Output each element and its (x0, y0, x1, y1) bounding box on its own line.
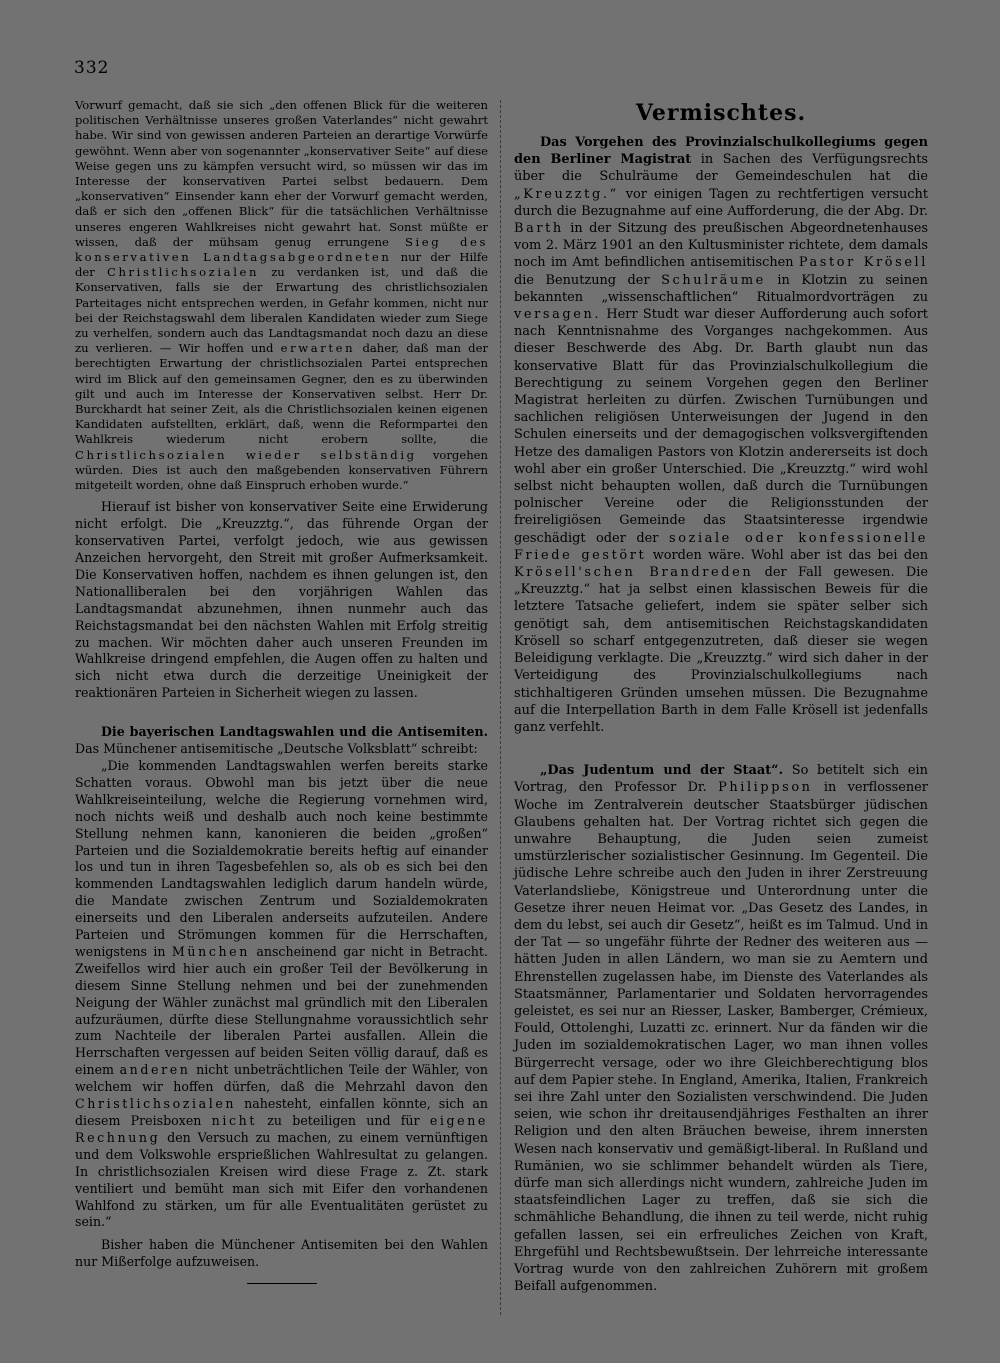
left-column (75, 98, 488, 1284)
end-rule (247, 1283, 317, 1284)
paragraph: Bisher haben die Münchener Antisemiten bei den Wahlen nur Mißerfolge aufzuweisen. (75, 1237, 488, 1270)
article-provinzialschulkollegium: Das Vorgehen des Provinzialschulkollegiums gegen den Berliner Magistrat in Sachen des Verfügungsrechts über die Schulräume der Gemeindeschulen hat die „Kreuzztg.“ vor einigen Tagen zu rechtfertigen versucht durch die Bezugnahme auf eine Aufforderung, die der Abg. Dr. Barth in der Sitzung des preußischen Abgeordnetenhauses vom 2. März 1901 an den Kultusminister richtete, dem damals noch im Amt befindlichen antisemitischen Pastor Krösell die Benutzung der Schulräume in Klotzin zu seinen bekannten „wissenschaftlichen“ Ritualmordvorträgen zu versagen. Herr Studt war dieser Aufforderung auch sofort nach Kenntnisnahme des Vorganges nachgekommen. Aus dieser Beschwerde des Abg. Dr. Barth glaubt nun das konservative Blatt für das Provinzialschulkollegium die Berechtigung zu seinem Vorgehen gegen den Berliner Magistrat herleiten zu dürfen. Zwischen Turnübungen und sachlichen religiösen Unterweisungen der Jugend in den Schulen einerseits und der demagogischen volksvergiftenden Hetze des damaligen Pastors von Klotzin andererseits ist doch wohl aber ein großer Unterschied. Die „Kreuzztg.“ wird wohl selbst nicht behaupten wollen, daß durch die Turnübungen polnischer Vereine oder die Religionsstunden der freireligiösen Gemeinde das Staatsinteresse irgendwie geschädigt oder der soziale oder konfessionelle Friede gestört worden wäre. Wohl aber ist das bei den Krösell'schen Brandreden der Fall gewesen. Die „Kreuzztg.“ hat ja selbst einen klassischen Beweis für die letztere Tatsache geliefert, indem sie später selber sich genötigt sah, dem antisemitischen Reichstagskandidaten Krösell so scharf entgegenzutreten, daß dieser sie wegen Beleidigung verklagte. Die „Kreuzztg.“ wird sich daher in der Verteidigung des Provinzialschulkollegiums nach stichhaltigeren Gründen umsehen müssen. Die Bezugnahme auf die Interpellation Barth in dem Falle Krösell ist jedenfalls ganz verfehlt. (514, 135, 929, 735)
section-title: Vermischtes. (635, 100, 807, 126)
article-headline: „Das Judentum und der Staat“. (540, 763, 784, 779)
page-number: 332 (74, 58, 110, 78)
article-headline: Das Vorgehen des Provinzialschulkollegiums gegen den Berliner Magistrat (514, 135, 928, 168)
article-continuation: Vorwurf gemacht, daß sie sich „den offenen Blick für die weiteren politischen Verhältnisse unseres großen Vaterlandes“ nicht gewahrt habe. Wir sind von gewissen anderen Parteien an derartige Vorwürfe gewöhnt. Wenn aber von sogenannter „konservativer Seite“ auf diese Weise gegen uns zu kämpfen versucht wird, so müssen wir das im Interesse der konservativen Partei selbst bedauern. Dem „konservativen“ Einsender kann eher der Vorwurf gemacht werden, daß er sich den „offenen Blick“ für die tatsächlichen Verhältnisse unseres engeren Wahlkreises nicht gewahrt hat. Sonst müßte er wissen, daß der mühsam genug errungene Sieg des konservativen Landtagsabgeordneten nur der Hilfe der Christlichsozialen zu verdanken ist, und daß die Konservativen, falls sie der Erwartung des christlichsozialen Parteitages nicht entsprechen werden, in Gefahr kommen, nicht nur bei der Reichstagswahl dem liberalen Kandidaten wieder zum Siege zu verhelfen, sondern auch das Landtagsmandat noch dazu an diese zu verlieren. — Wir hoffen und erwarten daher, daß man der berechtigten Erwartung der christlichsozialen Partei entsprechen wird im Blick auf den gemeinsamen Gegner, den es zu überwinden gilt und auch im Interesse der Konservativen selbst. Herr Dr. Burckhardt hat seiner Zeit, als die Christlichsozialen keinen eigenen Kandidaten aufstellten, erklärt, daß, wenn die Reformpartei den Wahlkreis wiederum nicht erobern sollte, die Christlichsozialen wieder selbständig vorgehen würden. Dies ist auch den maßgebenden konservativen Führern mitgeteilt worden, ohne daß Einspruch erhoben wurde.“ (75, 98, 489, 493)
right-column (514, 100, 928, 1295)
quotation: „Die kommenden Landtagswahlen werfen bereits starke Schatten voraus. Obwohl man bis jetzt über die neue Wahlkreiseinteilung, welche die Regierung vornehmen wird, noch nichts weiß und deshalb auch noch keine bestimmte Stellung nehmen kann, kanonieren die beiden „großen“ Parteien und die Sozialdemokratie bereits heftig auf einander los und tun in ihren Tagesbefehlen so, als ob es sich bei den kommenden Landtagswahlen lediglich darum handeln würde, die Mandate zwischen Zentrum und Sozialdemokraten einerseits und den Liberalen anderseits aufzuteilen. Andere Parteien und Strömungen kommen für die Herrschaften, wenigstens in München anscheinend gar nicht in Betracht. Zweifellos wird hier auch ein großer Teil der Bevölkerung in diesem Sinne Stellung nehmen und bei der zunehmenden Neigung der Wähler zunächst mal gründlich mit den Liberalen aufzuräumen, dürfte diese Stellungnahme voraussichtlich sehr zum Nachteile der liberalen Partei ausfallen. Allein die Herrschaften vergessen auf beiden Seiten völlig darauf, daß es einem anderen nicht unbeträchtlichen Teile der Wähler, von welchem wir hoffen dürfen, daß die Mehrzahl davon den Christlichsozialen nahesteht, einfallen könnte, sich an diesem Preisboxen nicht zu beteiligen und für eigene Rechnung den Versuch zu machen, zu einem vernünftigen und dem Volkswohle ersprießlichen Wahlresultat zu gelangen. In christlichsozialen Kreisen wird diese Frage z. Zt. stark ventiliert und bemüht man sich mit Eifer den vorhandenen Wahlfond zu stärken, um für alle Eventualitäten gerüstet zu sein.“ (75, 757, 488, 1230)
article-headline: Die bayerischen Landtagswahlen und die Antisemiten. (101, 724, 488, 740)
paragraph: Hierauf ist bisher von konservativer Seite eine Erwiderung nicht erfolgt. Die „Kreuzztg.“, das führende Organ der konservativen Partei, verfolgt jedoch, wie aus gewissen Anzeichen hervorgeht, den Streit mit großer Aufmerksamkeit. Die Konservativen hoffen, nachdem es ihnen gelungen ist, den Nationalliberalen bei den vorjährigen Wahlen das Landtagsmandat abzunehmen, ihnen nunmehr auch das Reichstagsmandat bei den nächsten Wahlen mit Erfolg streitig zu machen. Wir möchten daher auch unseren Freunden im Wahlkreise dringend empfehlen, die Augen offen zu halten und sich nicht etwa durch die derzeitige Uneinigkeit der reaktionären Parteien in Sicherheit wiegen zu lassen. (75, 499, 488, 701)
article-judentum: „Das Judentum und der Staat“. So betitelt sich ein Vortrag, den Professor Dr. Philippson in verflossener Woche im Zentralverein deutscher Staatsbürger jüdischen Glaubens gehalten hat. Der Vortrag richtet sich gegen die unwahre Behauptung, die Juden seien zumeist umstürzlerischer sozialistischer Gesinnung. Im Gegenteil. Die jüdische Lehre schreibe auch den Juden in ihrer Zerstreuung Vaterlandsliebe, Königstreue und Unterordnung unter die Gesetze ihrer neuen Heimat vor. „Das Gesetz des Landes, in dem du lebst, sei auch dir Gesetz“, heißt es im Talmud. Und in der Tat — so ungefähr führte der Redner des weiteren aus — hätten Juden in allen Ländern, wo man sie zu Aemtern und Ehrenstellen zugelassen habe, im Dienste des Vaterlandes als Staatsmänner, Parlamentarier und Soldaten hervorragendes geleistet, es sei nur an Riesser, Lasker, Bamberger, Crémieux, Fould, Ottolenghi, Luzatti zc. erinnert. Nur da fänden wir die Juden im sozialdemokratischen Lager, wo man ihnen volles Bürgerrecht versage, oder wo ihre Gleichberechtigung blos auf dem Papier stehe. In England, Amerika, Italien, Frankreich sei ihre Zahl unter den Sozialisten verschwindend. Die Juden seien, wie schon ihr dreitausendjähriges Festhalten an ihrer Religion und den alten Bräuchen beweise, ihrem innersten Wesen nach konservativ und gemäßigt-liberal. In Rußland und Rumänien, wo sie schlimmer behandelt würden als Tiere, dürfe man sich allerdings nicht wundern, zahlreiche Juden im staatsfeindlichen Lager zu treffen, daß sie sich die schmähliche Behandlung, die ihnen zu teil werde, nicht ruhig gefallen lassen, sei ein erfreuliches Zeichen von Kraft, Ehrgefühl und Rechtsbewußtsein. Der lehrreiche interessante Vortrag wurde von den zahlreichen Zuhörern mit großem Beifall aufgenommen. (514, 763, 928, 1295)
article-dei-bayerischen: Die bayerischen Landtagswahlen und die Antisemiten. Das Münchener antisemitische „Deutsche Volksblatt“ schreibt: (75, 724, 488, 757)
column-divider (500, 100, 501, 1315)
